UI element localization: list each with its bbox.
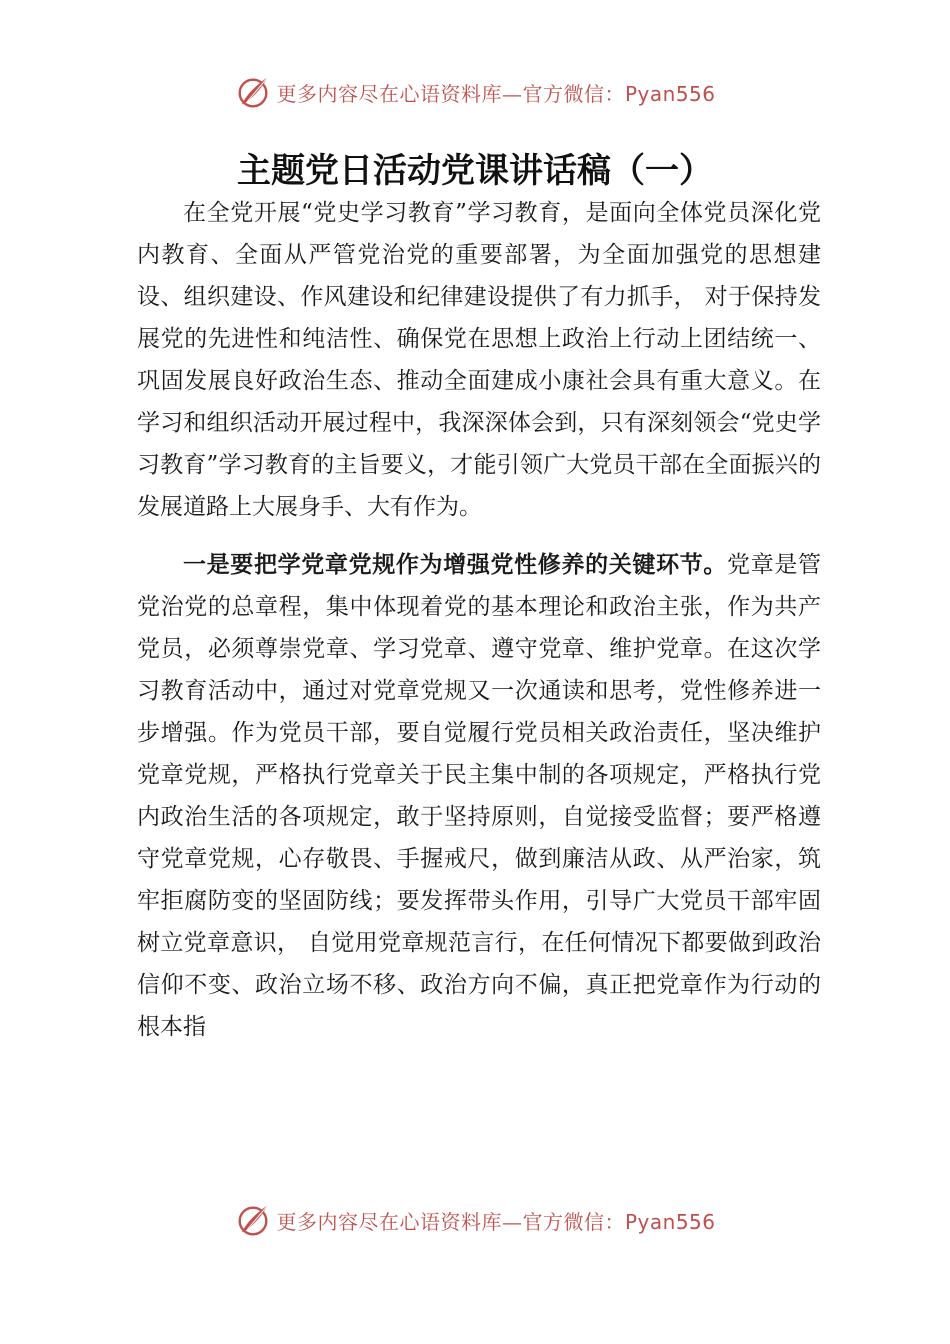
section-heading: 一是要把学党章党规作为增强党性修养的关键环节。 <box>183 552 728 578</box>
quill-pen-logo-icon <box>234 1201 272 1239</box>
footer-banner-text: 更多内容尽在心语资料库—官方微信：Pyan556 <box>276 1209 716 1234</box>
page-title: 主题党日活动党课讲话稿（一） <box>237 151 713 191</box>
paragraph-intro: 在全党开展“党史学习教育”学习教育，是面向全体党员深化党内教育、全面从严管党治党的重要部署，为全面加强党的思想建设、组织建设、作风建设和纪律建设提供了有力抓手， 对于保持发展党的先进性和纯洁性、确保党在思想上政治上行动上团结统一、巩固发展良好政治生态、推动全面建成小康社会具有重大意义。在学习和组织活动开展过程中，我深深体会到，只有深刻领会“党史学习教育”学习教育的主旨要义，才能引领广大党员干部在全面振兴的发展道路上大展身手、大有作为。 <box>137 200 821 520</box>
footer-banner <box>0 1200 950 1240</box>
header-banner-text: 更多内容尽在心语资料库—官方微信：Pyan556 <box>276 81 716 106</box>
document-body <box>137 192 821 1048</box>
header-banner <box>0 72 950 112</box>
quill-pen-logo-icon <box>234 73 272 111</box>
paragraph-section-1 <box>137 544 821 1048</box>
section-body: 党章是管党治党的总章程，集中体现着党的基本理论和政治主张，作为共产党员，必须尊崇党章、学习党章、遵守党章、维护党章。在这次学习教育活动中，通过对党章党规又一次通读和思考，党性修养进一步增强。作为党员干部，要自觉履行党员相关政治责任，坚决维护党章党规，严格执行党章关于民主集中制的各项规定，严格执行党内政治生活的各项规定，敢于坚持原则，自觉接受监督；要严格遵守党章党规，心存敬畏、手握戒尺，做到廉洁从政、从严治家，筑牢拒腐防变的坚固防线；要发挥带头作用，引导广大党员干部牢固树立党章意识， 自觉用党章规范言行，在任何情况下都要做到政治信仰不变、政治立场不移、政治方向不偏，真正把党章作为行动的根本指 <box>137 552 822 1040</box>
